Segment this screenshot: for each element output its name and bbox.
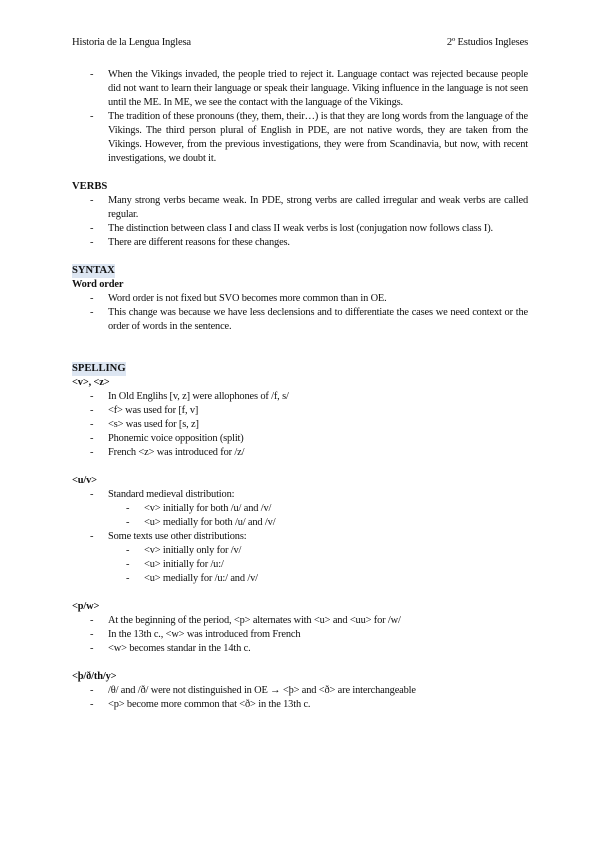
list-item: - Standard medieval distribution: <box>72 488 528 502</box>
subheading-u-v: <u/v> <box>72 475 97 486</box>
verbs-list <box>72 194 528 250</box>
spelling-pw-list <box>72 614 528 656</box>
subheading-word-order: Word order <box>72 279 124 290</box>
spelling-uv-list-2 <box>72 530 528 544</box>
list-item: - Word order is not fixed but SVO becomes more common than in OE. <box>72 292 528 306</box>
list-item: - /θ/ and /ð/ were not distinguished in OE → <þ> and <ð> are interchangeable <box>72 684 528 698</box>
list-item: - The tradition of these pronouns (they, them, their…) is that they are long words from the language of the Vikings. The third person plural of English in PDE, are not native words, they are taken from the Vikings. However, from the previous investigations, they were from Scandinavia, but now, with recent investigations, we doubt it. <box>72 110 528 166</box>
intro-list <box>72 68 528 166</box>
list-item: - <f> was used for [f, v] <box>72 404 528 418</box>
list-item: - <u> medially for both /u/ and /v/ <box>72 516 528 530</box>
subheading-thorn-eth-th-y: <þ/ð/th/y> <box>72 671 117 682</box>
list-item: - Some texts use other distributions: <box>72 530 528 544</box>
list-item: - Many strong verbs became weak. In PDE, strong verbs are called irregular and weak verbs are called regular. <box>72 194 528 222</box>
list-item: - When the Vikings invaded, the people tried to reject it. Language contact was rejected because people did not want to learn their language or speak their language. Viking influence in the language is not seen until the ME. In ME, we see the contact with the language of the Vikings. <box>72 68 528 110</box>
list-item: - <v> initially only for /v/ <box>72 544 528 558</box>
section-title-verbs: VERBS <box>72 181 108 192</box>
list-item: - The distinction between class I and class II weak verbs is lost (conjugation now follows class I). <box>72 222 528 236</box>
list-item: - At the beginning of the period, <p> alternates with <u> and <uu> for /w/ <box>72 614 528 628</box>
list-item: - Phonemic voice opposition (split) <box>72 432 528 446</box>
spelling-thy-list <box>72 684 528 712</box>
list-item: - In Old Englihs [v, z] were allophones of /f, s/ <box>72 390 528 404</box>
spelling-uv-sublist-1 <box>72 502 528 530</box>
list-item: - <u> initially for /u:/ <box>72 558 528 572</box>
syntax-list <box>72 292 528 334</box>
subheading-v-z: <v>, <z> <box>72 377 110 388</box>
list-item: - There are different reasons for these changes. <box>72 236 528 250</box>
header-course-title: Historia de la Lengua Inglesa <box>72 37 191 48</box>
section-title-spelling: SPELLING <box>72 363 126 374</box>
page-header <box>72 37 528 48</box>
section-title-syntax: SYNTAX <box>72 265 115 276</box>
subheading-p-w: <p/w> <box>72 601 100 612</box>
list-item: - This change was because we have less declensions and to differentiate the cases we need context or the order of words in the sentence. <box>72 306 528 334</box>
list-item: - <p> become more common that <ð> in the 13th c. <box>72 698 528 712</box>
header-program: 2º Estudios Ingleses <box>446 37 528 48</box>
spelling-uv-list <box>72 488 528 502</box>
spelling-uv-sublist-2 <box>72 544 528 586</box>
list-item: - French <z> was introduced for /z/ <box>72 446 528 460</box>
document-body <box>72 68 528 712</box>
list-item: - In the 13th c., <w> was introduced from French <box>72 628 528 642</box>
spelling-vz-list <box>72 390 528 460</box>
list-item: - <v> initially for both /u/ and /v/ <box>72 502 528 516</box>
list-item: - <w> becomes standar in the 14th c. <box>72 642 528 656</box>
list-item: - <s> was used for [s, z] <box>72 418 528 432</box>
list-item: - <u> medially for /u:/ and /v/ <box>72 572 528 586</box>
